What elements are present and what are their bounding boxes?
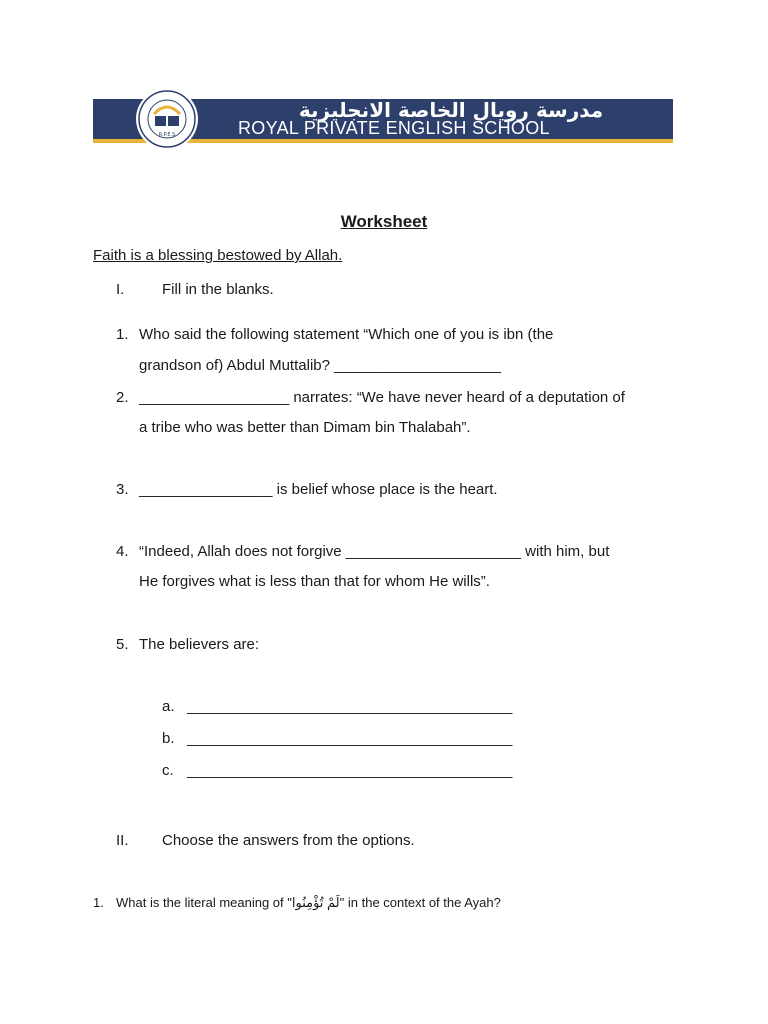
section-label: Choose the answers from the options. xyxy=(162,832,415,849)
question-text: ________________ is belief whose place is the heart. xyxy=(139,481,498,498)
blank-line: _______________________________________ xyxy=(187,762,513,779)
question-text: “Indeed, Allah does not forgive _____________________ with him, but xyxy=(139,543,610,560)
mcq-question xyxy=(93,895,501,911)
question-number: 1. xyxy=(116,326,129,343)
answer-blank[interactable] xyxy=(162,730,512,747)
question-text: The believers are: xyxy=(139,636,260,653)
question-number: 3. xyxy=(116,481,129,498)
blank-line: _______________________________________ xyxy=(187,730,513,747)
page-title: Worksheet xyxy=(340,212,428,231)
mcq-text: What is the literal meaning of "لَمْ تُؤْمِنُوا" in the context of the Ayah? xyxy=(116,895,501,910)
question-number: 2. xyxy=(116,389,129,406)
question-number: 5. xyxy=(116,636,129,653)
option-letter: c. xyxy=(162,762,174,779)
answer-blank[interactable] xyxy=(162,762,512,779)
section-numeral: II. xyxy=(116,832,129,849)
school-logo xyxy=(112,86,222,152)
logo-text: R.P.E.S xyxy=(158,132,176,138)
section-numeral: I. xyxy=(116,281,125,298)
worksheet-subtitle: Faith is a blessing bestowed by Allah. xyxy=(93,247,343,264)
school-name-arabic: مدرسة رويال الخاصة الانجليزية xyxy=(298,98,604,122)
question-text-cont: a tribe who was better than Dimam bin Thalabah”. xyxy=(139,419,471,436)
question-number: 4. xyxy=(116,543,129,560)
section-label: Fill in the blanks. xyxy=(162,281,274,298)
blank-line: _______________________________________ xyxy=(187,698,513,715)
question-text: __________________ narrates: “We have never heard of a deputation of xyxy=(139,389,625,406)
mcq-number: 1. xyxy=(93,895,104,910)
question-text-cont: He forgives what is less than that for whom He wills”. xyxy=(139,573,490,590)
option-letter: b. xyxy=(162,730,175,747)
answer-blank[interactable] xyxy=(162,698,512,715)
question-text-cont: grandson of) Abdul Muttalib? ____________________ xyxy=(139,357,501,374)
option-letter: a. xyxy=(162,698,175,715)
question-text: Who said the following statement “Which one of you is ibn (the xyxy=(139,326,554,343)
school-name-english: ROYAL PRIVATE ENGLISH SCHOOL xyxy=(238,118,550,138)
